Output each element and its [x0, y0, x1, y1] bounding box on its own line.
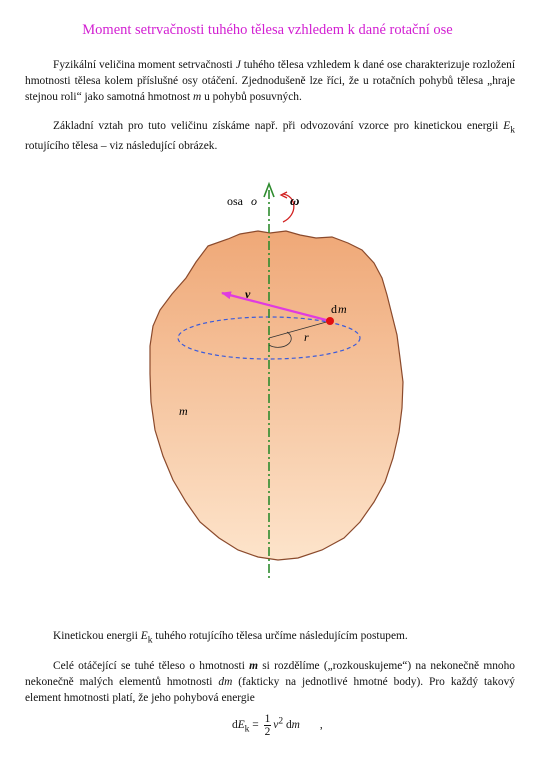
paragraph-kinetic-energy: [25, 628, 515, 648]
text: si rozdělíme („rozkouskujeme“) na nekonečně mnoho nekonečně malých elementů hmotnosti: [25, 660, 515, 689]
formula-d2: d: [285, 719, 292, 732]
fraction-denominator: 2: [264, 726, 271, 738]
paragraph-elements: [25, 658, 515, 707]
omega-label: ω: [290, 193, 300, 208]
formula-v: v: [273, 719, 279, 732]
text: rotujícího tělesa – viz následující obrázek.: [25, 140, 218, 153]
text: tuhého tělesa vzhledem k dané ose charakterizuje rozložení hmotnosti tělesa kolem příslušné osy otáčení. Zjednodušeně lze říci, že u rotačních pohybů tělesa „hraje stejnou roli“ jako samotná hmotnost: [25, 59, 515, 104]
text: u pohybů posuvných.: [201, 91, 302, 104]
formula-E: E: [237, 719, 245, 732]
axis-label: osa: [227, 194, 243, 208]
symbol-m: m: [193, 91, 202, 104]
formula-equals: =: [252, 719, 259, 732]
element-label-m: m: [338, 302, 347, 316]
element-label-d: d: [331, 302, 337, 316]
subscript-k: k: [147, 635, 153, 646]
symbol-J: J: [235, 59, 241, 71]
mass-label: m: [179, 404, 188, 418]
radius-label: r: [304, 330, 309, 344]
formula-d: d: [232, 719, 238, 732]
text: Kinetickou energii: [53, 630, 141, 642]
text: Fyzikální veličina moment setrvačnosti: [53, 59, 236, 71]
paragraph-definition: [25, 57, 515, 106]
subscript-k: k: [510, 125, 515, 136]
page-title: Moment setrvačnosti tuhého tělesa vzhledem k dané rotační ose: [82, 22, 453, 38]
formula-exponent: 2: [278, 716, 284, 727]
text: Celé otáčející se tuhé těleso o hmotnosti: [53, 660, 250, 672]
kinetic-energy-formula: [232, 713, 323, 738]
symbol-m: m: [249, 660, 258, 672]
rotating-body-figure: [0, 170, 535, 590]
formula-fraction: [264, 713, 272, 738]
mass-element-dot: [326, 317, 334, 325]
text: (fakticky na jednotlivé hmotné body). Pro každý takový element hmotnosti platí, že jeho pohybová energie: [25, 676, 515, 705]
text: tuhého rotujícího tělesa určíme následujícím postupem.: [152, 630, 408, 642]
paragraph-basic-relation: [25, 118, 515, 155]
rigid-body-shape: [150, 231, 403, 560]
fraction-numerator: 1: [264, 713, 271, 725]
symbol-E: E: [503, 120, 511, 132]
text: Základní vztah pro tuto veličinu získáme např. při odvozování vzorce pro kinetickou energii: [53, 120, 504, 132]
symbol-E: E: [140, 630, 148, 642]
formula-comma: ,: [319, 719, 323, 732]
axis-symbol: o: [251, 194, 257, 208]
formula-subscript: k: [244, 724, 250, 735]
symbol-dm: dm: [218, 676, 233, 689]
formula-m: m: [291, 719, 300, 732]
velocity-label: v: [245, 287, 251, 301]
